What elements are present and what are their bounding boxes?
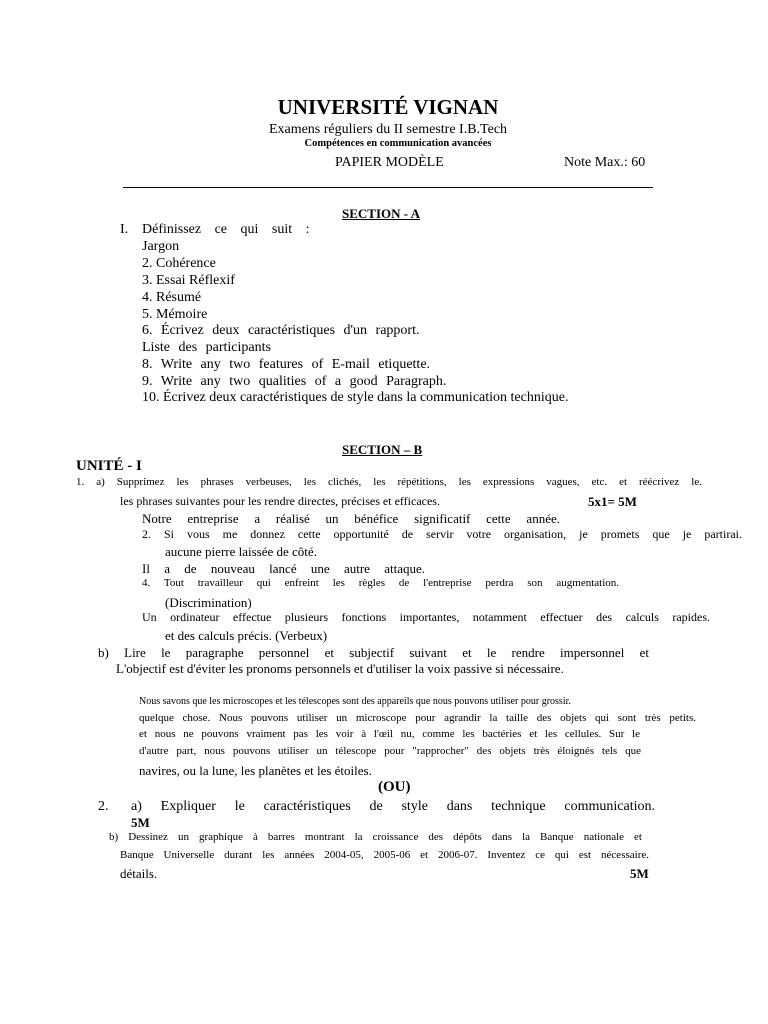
q2a-text: a) Expliquer le caractéristiques de style dans technique communication. (131, 799, 655, 814)
unit-heading: UNITÉ - I (76, 458, 142, 474)
paragraph-line: Nous savons que les microscopes et les télescopes sont des appareils que nous pouvons utiliser pour grossir. (139, 696, 571, 707)
q1a-line1: 1. a) Supprimez les phrases verbeuses, les clichés, les répétitions, les expressions vagues, etc. et réécrivez le. (76, 476, 702, 488)
section-a-item: Liste des participants (142, 340, 271, 355)
paragraph-line: quelque chose. Nous pouvons utiliser un microscope pour agrandir la taille des objets qui sont très petits. (139, 712, 696, 724)
header-divider (123, 187, 653, 188)
q1a-marks: 5x1= 5M (588, 494, 637, 509)
sentence-4: 4. Tout travailleur qui enfreint les règles de l'entreprise perdra son augmentation. (142, 577, 619, 589)
paragraph-line: navires, ou la lune, les planètes et les étoiles. (139, 763, 372, 778)
sentence-2-line1: 2. Si vous me donnez cette opportunité de servir votre organisation, je promets que je partirai. (142, 527, 742, 541)
section-a-instruction: Définissez ce qui suit : (142, 222, 310, 237)
q2b-line1: b) Dessinez un graphique à barres montrant la croissance des dépôts dans la Banque nationale et (109, 831, 642, 843)
course-title: Compétences en communication avancées (304, 138, 492, 149)
sentence-4-note: (Discrimination) (165, 595, 252, 610)
sentence-2-line2: aucune pierre laissée de côté. (165, 544, 317, 559)
section-a-item: 5. Mémoire (142, 307, 208, 322)
section-b-title: SECTION – B (342, 442, 423, 457)
q2-number: 2. (98, 799, 109, 814)
q1b-line2: L'objectif est d'éviter les pronoms personnels et d'utiliser la voix passive si nécessaire. (116, 661, 564, 676)
paragraph-line: d'autre part, nous pouvons utiliser un télescope pour "rapprocher" des objets très éloignés tels que (139, 745, 641, 757)
sentence-3: Il a de nouveau lancé une autre attaque. (142, 561, 425, 576)
section-a-item: Jargon (142, 239, 180, 254)
paper-label: PAPIER MODÈLE (335, 155, 444, 170)
sentence-5-line2: et des calculs précis. (Verbeux) (165, 628, 328, 643)
sentence-5-line1: Un ordinateur effectue plusieurs fonctions importantes, notamment effectuer des calculs rapides. (142, 610, 710, 624)
q2a-marks: 5M (131, 815, 150, 830)
section-a-item: 10. Écrivez deux caractéristiques de style dans la communication technique. (142, 390, 569, 405)
section-a-item: 4. Résumé (142, 290, 202, 305)
q2b-line3: détails. (120, 866, 158, 881)
section-a-item: 6. Écrivez deux caractéristiques d'un rapport. (142, 323, 420, 338)
q1b-line1: b) Lire le paragraphe personnel et subjectif suivant et le rendre impersonnel et (98, 645, 649, 660)
or-divider: (OU) (378, 779, 411, 795)
section-a-title: SECTION - A (342, 206, 421, 221)
university-title: UNIVERSITÉ VIGNAN (277, 95, 499, 119)
exam-title: Examens réguliers du II semestre I.B.Tech (268, 122, 508, 137)
section-a-item: 9. Write any two qualities of a good Paragraph. (142, 374, 447, 389)
section-a-item: 2. Cohérence (142, 256, 216, 271)
q1a-line2: les phrases suivantes pour les rendre directes, précises et efficaces. (120, 494, 440, 508)
paragraph-line: et nous ne pouvons vraiment pas les voir à l'œil nu, comme les bactéries et les cellules. Sur le (139, 728, 640, 740)
section-a-number: I. (120, 222, 129, 237)
q2b-marks: 5M (630, 866, 649, 881)
section-a-item: 3. Essai Réflexif (142, 273, 235, 288)
q2b-line2: Banque Universelle durant les années 2004-05, 2005-06 et 2006-07. Inventez ce qui est nécessaire. (120, 849, 649, 861)
sentence-1: Notre entreprise a réalisé un bénéfice significatif cette année. (142, 511, 560, 526)
max-marks: Note Max.: 60 (564, 155, 646, 170)
section-a-item: 8. Write any two features of E-mail etiquette. (142, 357, 431, 372)
